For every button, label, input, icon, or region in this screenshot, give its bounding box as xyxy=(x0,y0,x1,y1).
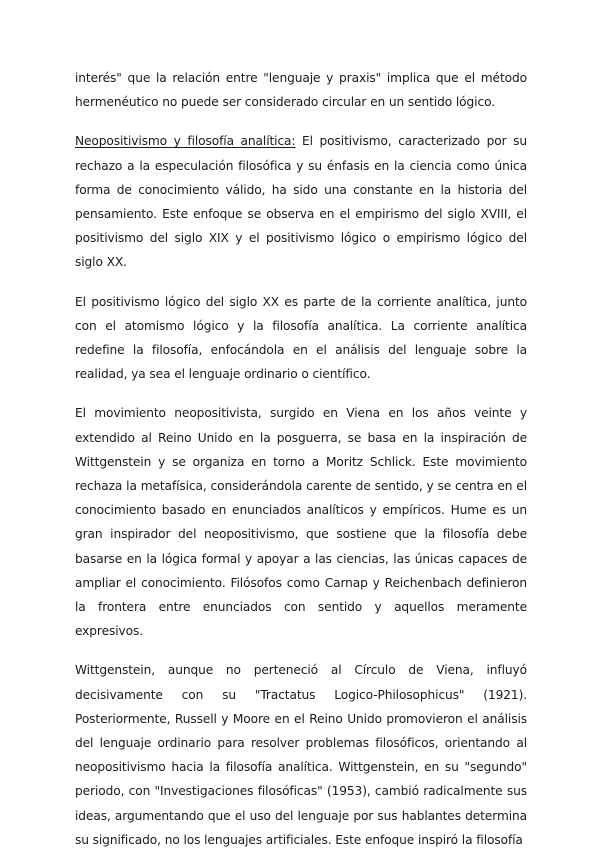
paragraph-text: interés" que la relación entre "lenguaje y praxis" implica que el método hermenéutico no puede ser considerado circular en un sentido lógico. xyxy=(75,71,527,110)
paragraph-hermeneutics xyxy=(75,66,527,114)
paragraph-neopositivist-movement xyxy=(75,401,527,643)
paragraph-text: El movimiento neopositivista, surgido en Viena en los años veinte y extendido al Reino Unido en la posguerra, se basa en la inspiración de Wittgenstein y se organiza en torno a Moritz Schlick. Este movimiento rechaza la metafísica, considerándola carente de sentido, y se centra en el conocimiento basado en enunciados analíticos y empíricos. Hume es un gran inspirador del neopositivismo, que sostiene que la filosofía debe basarse en la lógica formal y apoyar a las ciencias, las únicas capaces de ampliar el conocimiento. Filósofos como Carnap y Reichenbach definieron la frontera entre enunciados con sentido y aquellos meramente expresivos. xyxy=(75,406,527,639)
paragraph-text: El positivismo, caracterizado por su rechazo a la especulación filosófica y su énfasis en la ciencia como única forma de conocimiento válido, ha sido una constante en la historia del pensamiento. Este enfoque se observa en el empirismo del siglo XVIII, el positivismo del siglo XIX y el positivismo lógico o empirismo lógico del siglo XX. xyxy=(75,134,527,270)
document-body xyxy=(75,66,527,867)
paragraph-text: El positivismo lógico del siglo XX es parte de la corriente analítica, junto con el atomismo lógico y la filosofía analítica. La corriente analítica redefine la filosofía, enfocándola en el análisis del lenguaje sobre la realidad, ya sea el lenguaje ordinario o científico. xyxy=(75,294,527,382)
section-heading: Neopositivismo y filosofía analítica: xyxy=(75,134,296,149)
paragraph-neopositivism xyxy=(75,129,527,274)
paragraph-wittgenstein xyxy=(75,658,527,852)
paragraph-logical-positivism xyxy=(75,290,527,387)
paragraph-text: Wittgenstein, aunque no perteneció al Círculo de Viena, influyó decisivamente con su "Tractatus Logico-Philosophicus" (1921). Posteriormente, Russell y Moore en el Reino Unido promovieron el análisis del lenguaje ordinario para resolver problemas filosóficos, orientando al neopositivismo hacia la filosofía analítica. Wittgenstein, en su "segundo" periodo, con "Investigaciones filosóficas" (1953), cambió radicalmente sus ideas, argumentando que el uso del lenguaje por sus hablantes determina su significado, no los lenguajes artificiales. Este enfoque inspiró la filosofía xyxy=(75,663,527,847)
